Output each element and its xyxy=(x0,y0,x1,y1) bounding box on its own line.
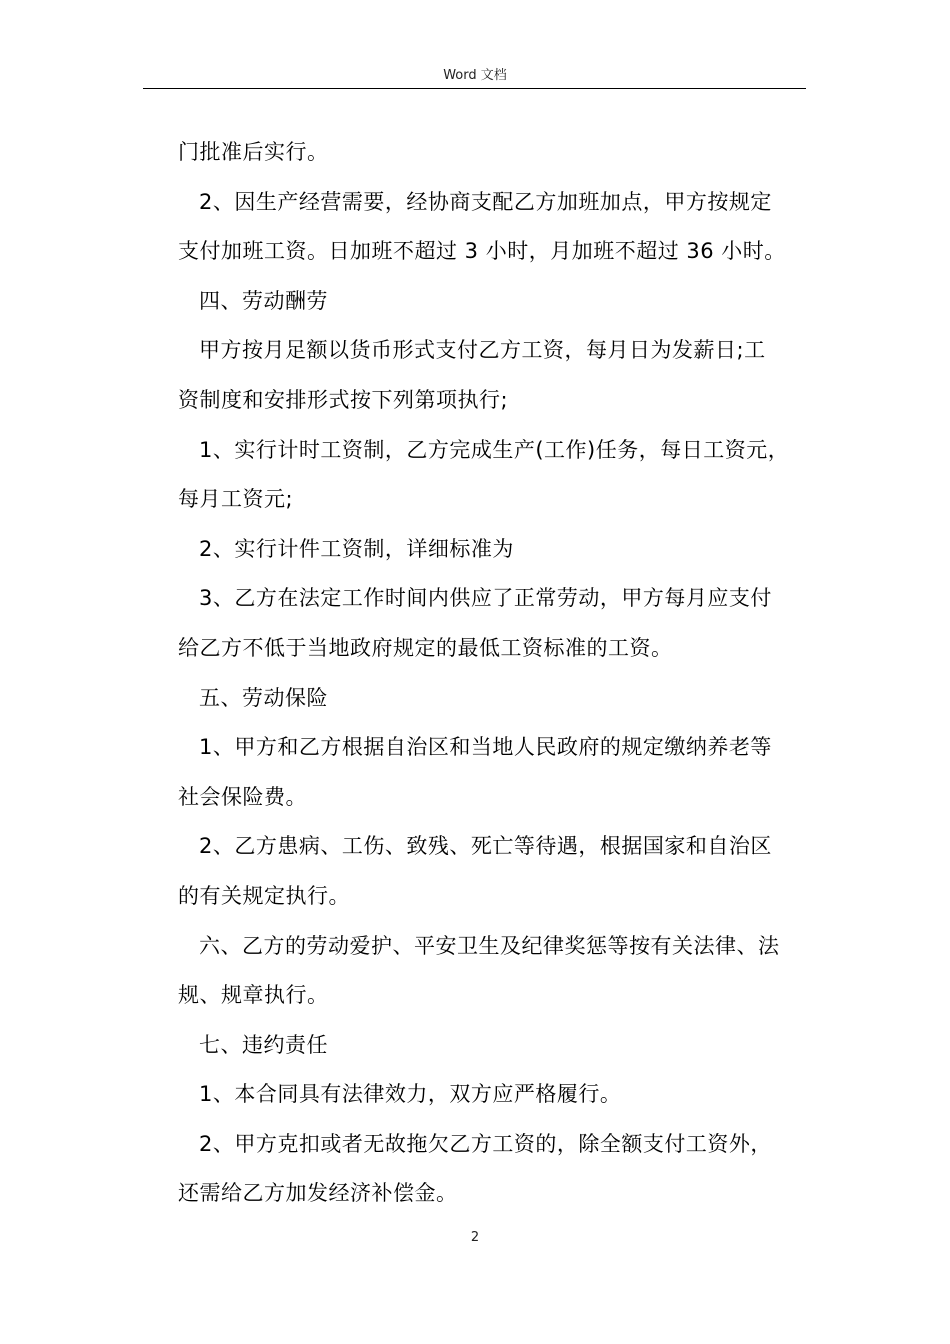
paragraph-line: 1、实行计时工资制，乙方完成生产(工作)任务，每日工资元， xyxy=(199,437,790,462)
paragraph-line: 还需给乙方加发经济补偿金。 xyxy=(178,1181,458,1206)
paragraph-line: 1、本合同具有法律效力，双方应严格履行。 xyxy=(199,1082,622,1107)
paragraph-line: 3、乙方在法定工作时间内供应了正常劳动，甲方每月应支付 xyxy=(199,586,772,611)
paragraph-line: 规、规章执行。 xyxy=(178,983,329,1008)
paragraph-line: 给乙方不低于当地政府规定的最低工资标准的工资。 xyxy=(178,635,673,660)
paragraph-line: 2、实行计件工资制，详细标准为 xyxy=(199,536,514,561)
section-heading: 七、违约责任 xyxy=(199,1032,328,1057)
page-number: 2 xyxy=(470,1230,480,1245)
paragraph-line: 2、因生产经营需要，经协商支配乙方加班加点，甲方按规定 xyxy=(199,189,772,214)
paragraph-line: 社会保险费。 xyxy=(178,784,307,809)
paragraph-line: 2、乙方患病、工伤、致残、死亡等待遇，根据国家和自治区 xyxy=(199,834,772,859)
header-rule xyxy=(143,88,806,89)
paragraph-line: 资制度和安排形式按下列第项执行; xyxy=(178,387,509,412)
paragraph-line: 2、甲方克扣或者无故拖欠乙方工资的，除全额支付工资外， xyxy=(199,1131,772,1156)
paragraph-line: 甲方按月足额以货币形式支付乙方工资，每月日为发薪日;工 xyxy=(199,338,766,363)
paragraph-line: 门批准后实行。 xyxy=(178,140,329,164)
paragraph-line: 支付加班工资。日加班不超过 3 小时，月加班不超过 36 小时。 xyxy=(178,239,786,264)
section-heading: 四、劳动酬劳 xyxy=(199,288,328,313)
section-heading: 五、劳动保险 xyxy=(199,685,328,710)
section-heading: 六、乙方的劳动爱护、平安卫生及纪律奖惩等按有关法律、法 xyxy=(199,933,780,958)
header-title: Word 文档 xyxy=(443,68,507,83)
paragraph-line: 每月工资元; xyxy=(178,487,294,512)
paragraph-line: 的有关规定执行。 xyxy=(178,883,350,908)
paragraph-line: 1、甲方和乙方根据自治区和当地人民政府的规定缴纳养老等 xyxy=(199,735,772,760)
document-body xyxy=(178,128,808,1219)
